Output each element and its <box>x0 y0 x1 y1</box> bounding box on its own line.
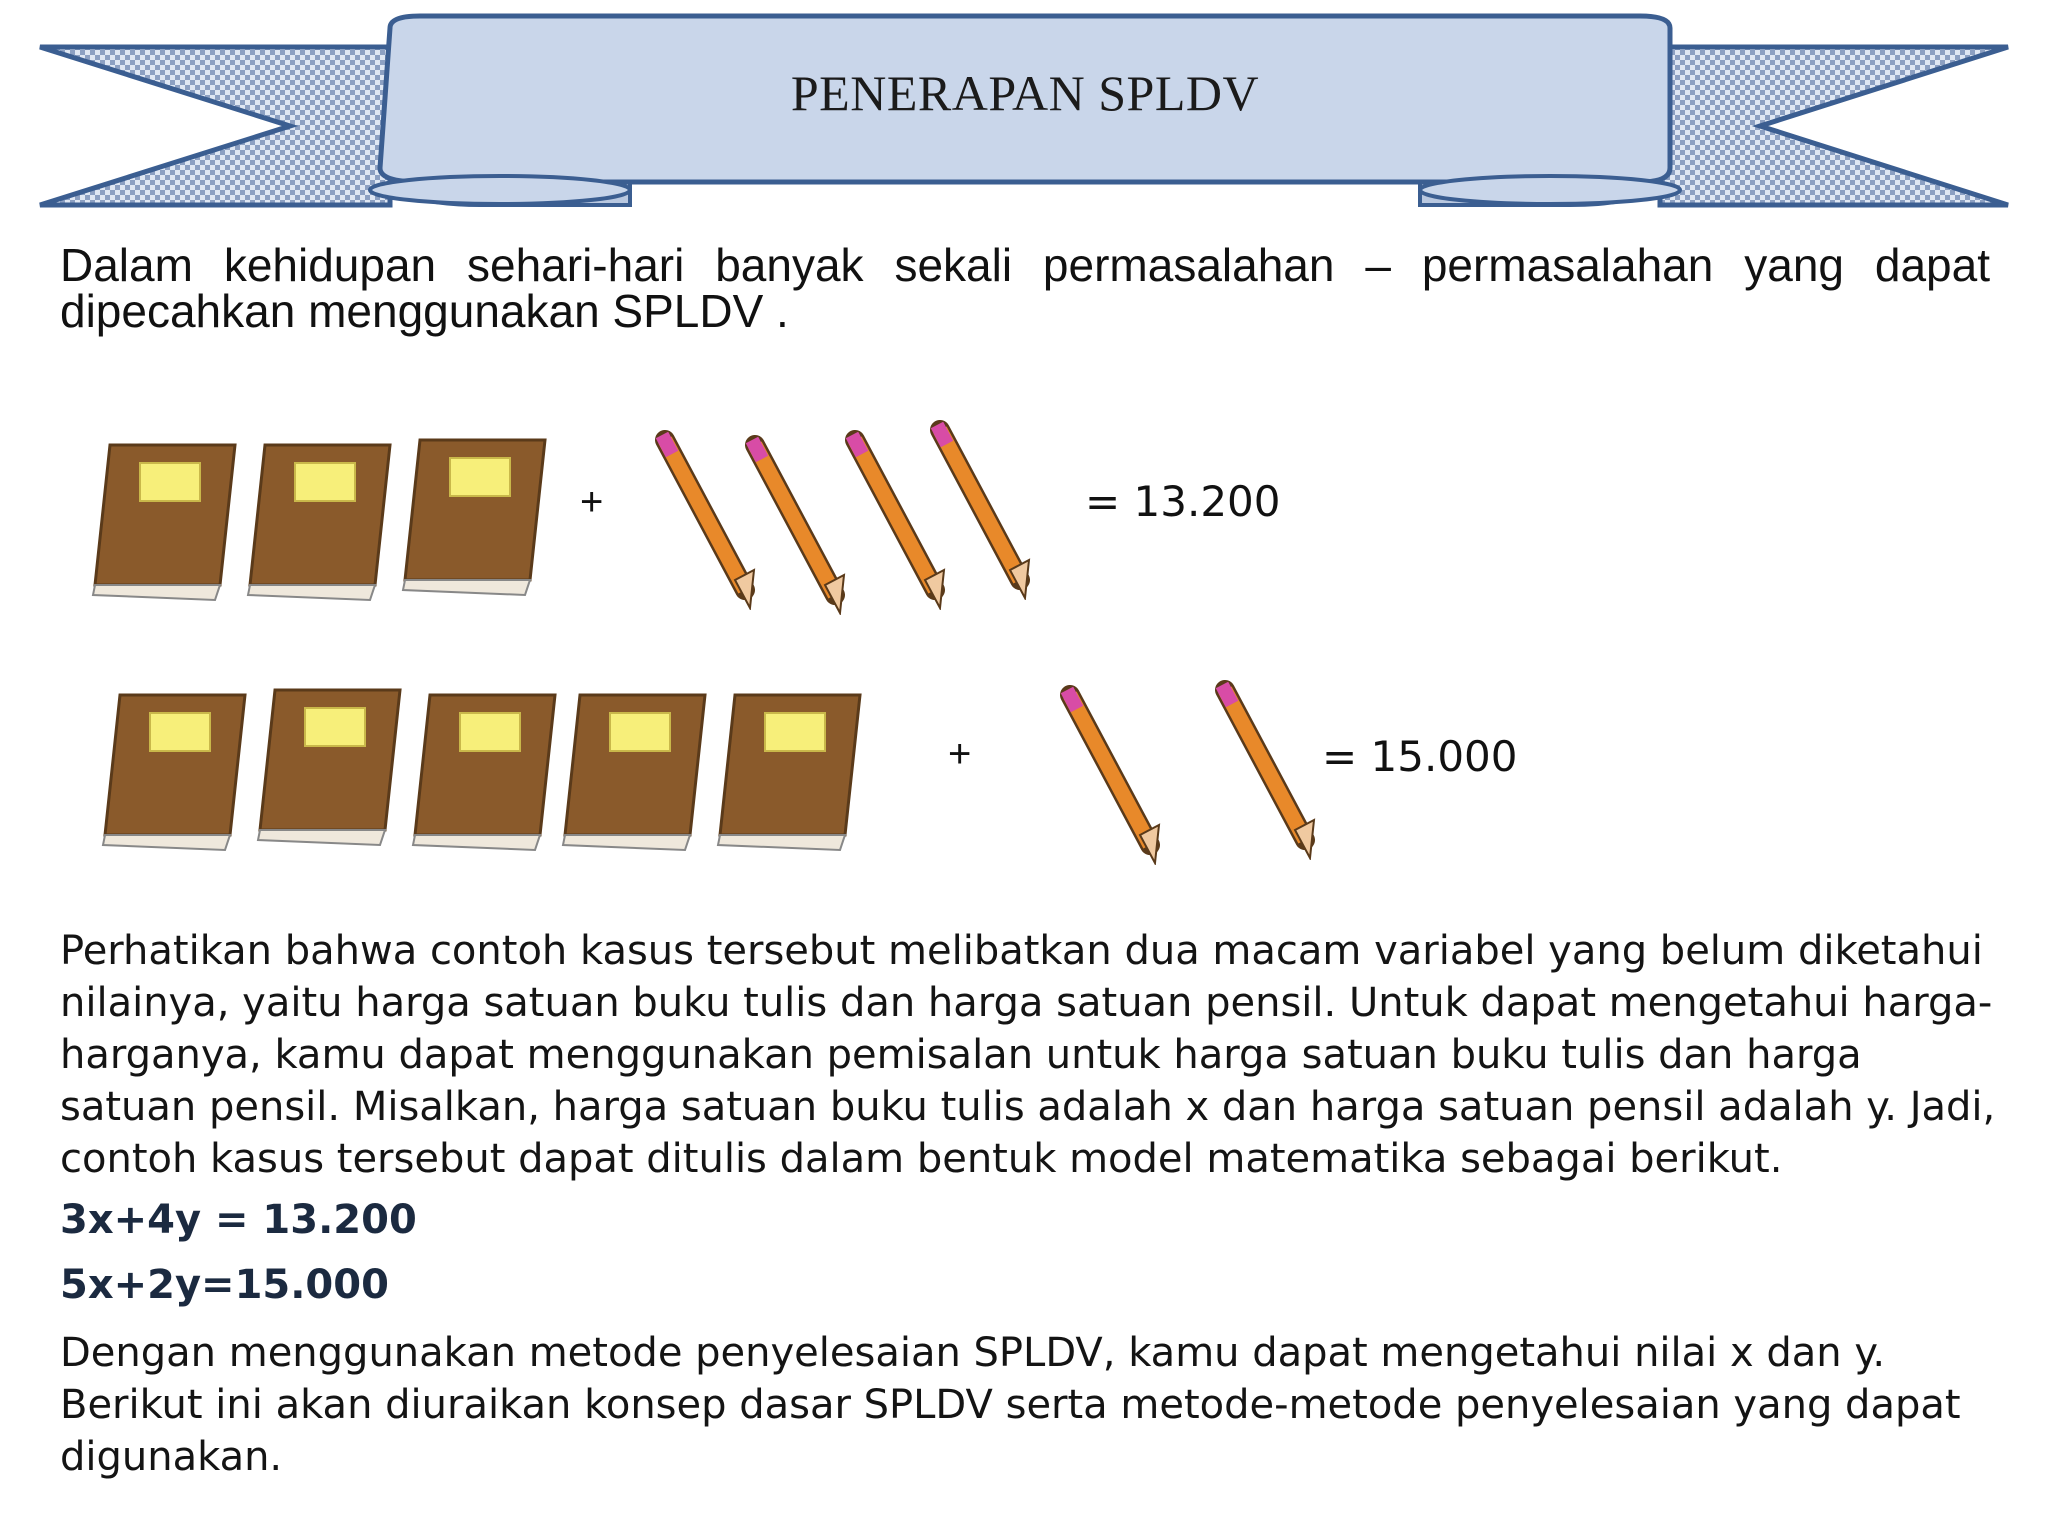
pencil-icon <box>1055 685 1165 865</box>
explanation-paragraph: Perhatikan bahwa contoh kasus tersebut melibatkan dua macam variabel yang belum diketahui nilainya, yaitu harga satuan buku tulis dan harga satuan pensil. Untuk dapat mengetahui harga-harganya, kamu dapat menggunakan pemisalan untuk harga satuan buku tulis dan harga satuan pensil. Misalkan, harga satuan buku tulis adalah x dan harga satuan pensil adalah y. Jadi, contoh kasus tersebut dapat ditulis dalam bentuk model matematika sebagai berikut. <box>60 928 1996 1182</box>
book-icon <box>405 685 565 855</box>
book-icon <box>95 685 255 855</box>
book-icon <box>555 685 715 855</box>
intro-paragraph: Dalam kehidupan sehari-hari banyak sekali permasalahan – permasalahan yang dapat dipecahkan menggunakan SPLDV . <box>60 239 1990 337</box>
plus-operator: + <box>948 732 972 776</box>
pencil-icon <box>1210 680 1320 860</box>
banner-left-tail <box>40 47 390 205</box>
result-value-1: = 13.200 <box>1085 477 1281 526</box>
plus-operator: + <box>580 480 604 524</box>
illustration-row-1 <box>0 415 2048 615</box>
book-icon <box>395 430 555 600</box>
pencil-icon <box>925 420 1035 600</box>
book-icon <box>240 435 400 605</box>
illustration-row-2 <box>0 670 2048 870</box>
pencil-icon <box>740 435 850 615</box>
closing-paragraph: Dengan menggunakan metode penyelesaian SPLDV, kamu dapat mengetahui nilai x dan y. Berikut ini akan diuraikan konsep dasar SPLDV serta metode-metode penyelesaian yang dapat digunakan. <box>60 1330 1961 1480</box>
equation-1: 3x+4y = 13.200 <box>60 1197 417 1243</box>
page-title: PENERAPAN SPLDV <box>790 65 1260 121</box>
book-icon <box>85 435 245 605</box>
book-icon <box>710 685 870 855</box>
result-value-2: = 15.000 <box>1322 732 1518 781</box>
equation-2: 5x+2y=15.000 <box>60 1262 389 1308</box>
banner-right-tail <box>1660 47 2008 205</box>
book-icon <box>250 680 410 850</box>
